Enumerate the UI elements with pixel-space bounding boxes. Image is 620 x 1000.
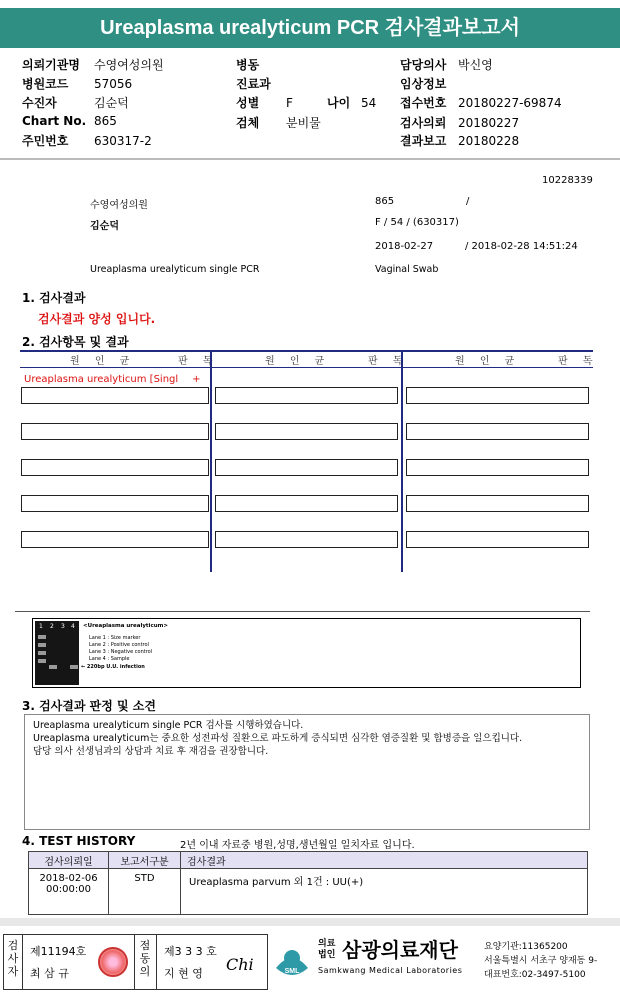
info-chart: 865	[375, 196, 395, 207]
tester-name: 최 삼 규	[30, 967, 69, 980]
section2-title: 2. 검사항목 및 결과	[22, 335, 129, 349]
result-cell	[21, 495, 209, 512]
header-hospital-code: 병원코드 57056	[22, 77, 133, 91]
gel-image-box	[32, 618, 581, 688]
result-cell	[406, 423, 589, 440]
result-cell	[21, 423, 209, 440]
result-row-1	[24, 374, 201, 385]
result-cell	[406, 531, 589, 548]
header-report-date: 결과보고 20180228	[400, 134, 520, 148]
result-organism: Ureaplasma urealyticum [Singl	[24, 374, 179, 385]
history-header-type: 보고서구분	[109, 852, 181, 869]
grid-divider-1	[210, 352, 212, 572]
org-name: 삼광의료재단	[342, 938, 458, 962]
header-specimen: 검체 분비물	[236, 116, 321, 130]
history-result-cell: Ureaplasma parvum 외 1건 : UU(+)	[181, 869, 588, 915]
header-resident-no: 주민번호 630317-2	[22, 134, 152, 148]
grid-head-name-2: 원 인 균	[265, 356, 331, 367]
signature-box	[3, 934, 268, 990]
result-judgement: +	[192, 374, 201, 385]
gel-photo	[35, 621, 79, 685]
org-code: 요양기관:11365200	[484, 942, 568, 952]
gel-title: <Ureaplasma urealyticum>	[83, 623, 168, 629]
info-slash: /	[466, 196, 470, 207]
info-received-date: 2018-02-27	[375, 241, 434, 252]
signature: Chi	[226, 955, 254, 974]
header-age: 나이 54	[327, 96, 377, 110]
info-specimen: Vaginal Swab	[375, 264, 439, 275]
header-divider	[0, 158, 620, 160]
info-test-name: Ureaplasma urealyticum single PCR	[90, 264, 260, 275]
history-table	[28, 851, 588, 915]
info-sex-age: F / 54 / (630317)	[375, 217, 459, 228]
positive-result: 검사결과 양성 입니다.	[38, 312, 156, 326]
header-chart-no: Chart No. 865	[22, 114, 117, 128]
info-patient: 김순덕	[90, 221, 119, 232]
opinion-line-3: 담당 의사 선생님과의 상담과 치료 후 재검을 권장합니다.	[33, 746, 269, 757]
grid-head-judge-1: 판 독	[178, 356, 219, 367]
info-report-datetime: / 2018-02-28 14:51:24	[465, 241, 578, 252]
header-patient: 수진자 김순덕	[22, 96, 129, 110]
gel-divider	[15, 611, 590, 612]
checker-name: 지 현 영	[164, 967, 203, 980]
footer-divider	[0, 918, 620, 926]
grid-head-judge-2: 판 독	[368, 356, 409, 367]
gel-band	[49, 665, 57, 669]
checker-number: 제3 3 3 호	[164, 945, 217, 958]
grid-head-name-1: 원 인 균	[70, 356, 136, 367]
gel-band	[38, 651, 46, 655]
result-cell	[215, 387, 398, 404]
grid-head-judge-3: 판 독	[558, 356, 599, 367]
header-department: 진료과	[236, 77, 271, 91]
gel-legend-1: Lane 1 : Size marker	[89, 635, 141, 641]
header-sex: 성별 F	[236, 96, 293, 110]
tester-number: 제11194호	[30, 945, 87, 958]
gel-band	[70, 665, 78, 669]
gel-lane-2: 2	[50, 623, 54, 630]
section3-title: 3. 검사결과 판정 및 소견	[22, 699, 156, 713]
history-type-cell: STD	[109, 869, 181, 915]
org-prefix: 의료 법인	[318, 939, 336, 960]
gel-band	[38, 643, 46, 647]
grid-divider-2	[401, 352, 403, 572]
gel-lane-1: 1	[39, 623, 43, 630]
result-cell	[406, 387, 589, 404]
grid-head-line	[20, 367, 593, 368]
tester-label: 검 사 자	[7, 939, 19, 978]
org-address: 서울특별시 서초구 양재동 9-	[484, 956, 598, 966]
org-english-name: Samkwang Medical Laboratories	[318, 966, 463, 975]
gel-lane-4: 4	[71, 623, 75, 630]
result-cell	[21, 459, 209, 476]
specimen-code: 10228339	[542, 175, 593, 186]
header-clinic: 의뢰기관명 수영여성의원	[22, 58, 164, 72]
gel-lane-3: 3	[61, 623, 65, 630]
table-row	[29, 869, 588, 915]
section1-title: 1. 검사결과	[22, 291, 86, 305]
result-cell	[406, 495, 589, 512]
history-header-result: 검사결과	[181, 852, 588, 869]
result-cell	[215, 459, 398, 476]
svg-text:SML: SML	[284, 968, 300, 975]
opinion-line-2: Ureaplasma urealyticum는 중요한 성전파성 질환으로 파도하게 증식되면 심각한 염증질환 및 합병증을 일으킵니다.	[33, 733, 523, 744]
opinion-box	[24, 714, 590, 830]
gel-legend-4: Lane 4 : Sample	[89, 656, 130, 662]
history-date-cell: 2018-02-06 00:00:00	[29, 869, 109, 915]
checker-label: 점 동 의	[139, 939, 151, 978]
opinion-line-1: Ureaplasma urealyticum single PCR 검사를 시행하였습니다.	[33, 720, 304, 731]
header-doctor: 담당의사 박신영	[400, 58, 493, 72]
section4-title: 4. TEST HISTORY	[22, 834, 136, 848]
seal-stamp-icon	[98, 947, 128, 977]
grid-head-name-3: 원 인 균	[455, 356, 521, 367]
report-title: Ureaplasma urealyticum PCR 검사결과보고서	[0, 8, 620, 48]
history-header-date: 검사의뢰일	[29, 852, 109, 869]
sml-logo-icon	[272, 938, 312, 984]
org-phone: 대표번호:02-3497-5100	[484, 970, 586, 980]
header-receipt-no: 접수번호 20180227-69874	[400, 96, 562, 110]
gel-legend-3: Lane 3 : Negative control	[89, 649, 153, 655]
result-cell	[21, 387, 209, 404]
gel-band	[38, 659, 46, 663]
info-clinic: 수영여성의원	[90, 200, 148, 211]
result-cell	[215, 423, 398, 440]
result-cell	[406, 459, 589, 476]
gel-arrow-label: ← 220bp U.U. infection	[81, 664, 145, 670]
header-ward: 병동	[236, 58, 260, 72]
result-cell	[215, 495, 398, 512]
result-cell	[215, 531, 398, 548]
header-request-date: 검사의뢰 20180227	[400, 116, 520, 130]
gel-legend-2: Lane 2 : Positive control	[89, 642, 149, 648]
history-note: 2년 이내 자료중 병원,성명,생년월일 일치자료 입니다.	[180, 840, 415, 851]
gel-band	[38, 635, 46, 639]
result-cell	[21, 531, 209, 548]
header-clinical-info: 임상정보	[400, 77, 447, 91]
